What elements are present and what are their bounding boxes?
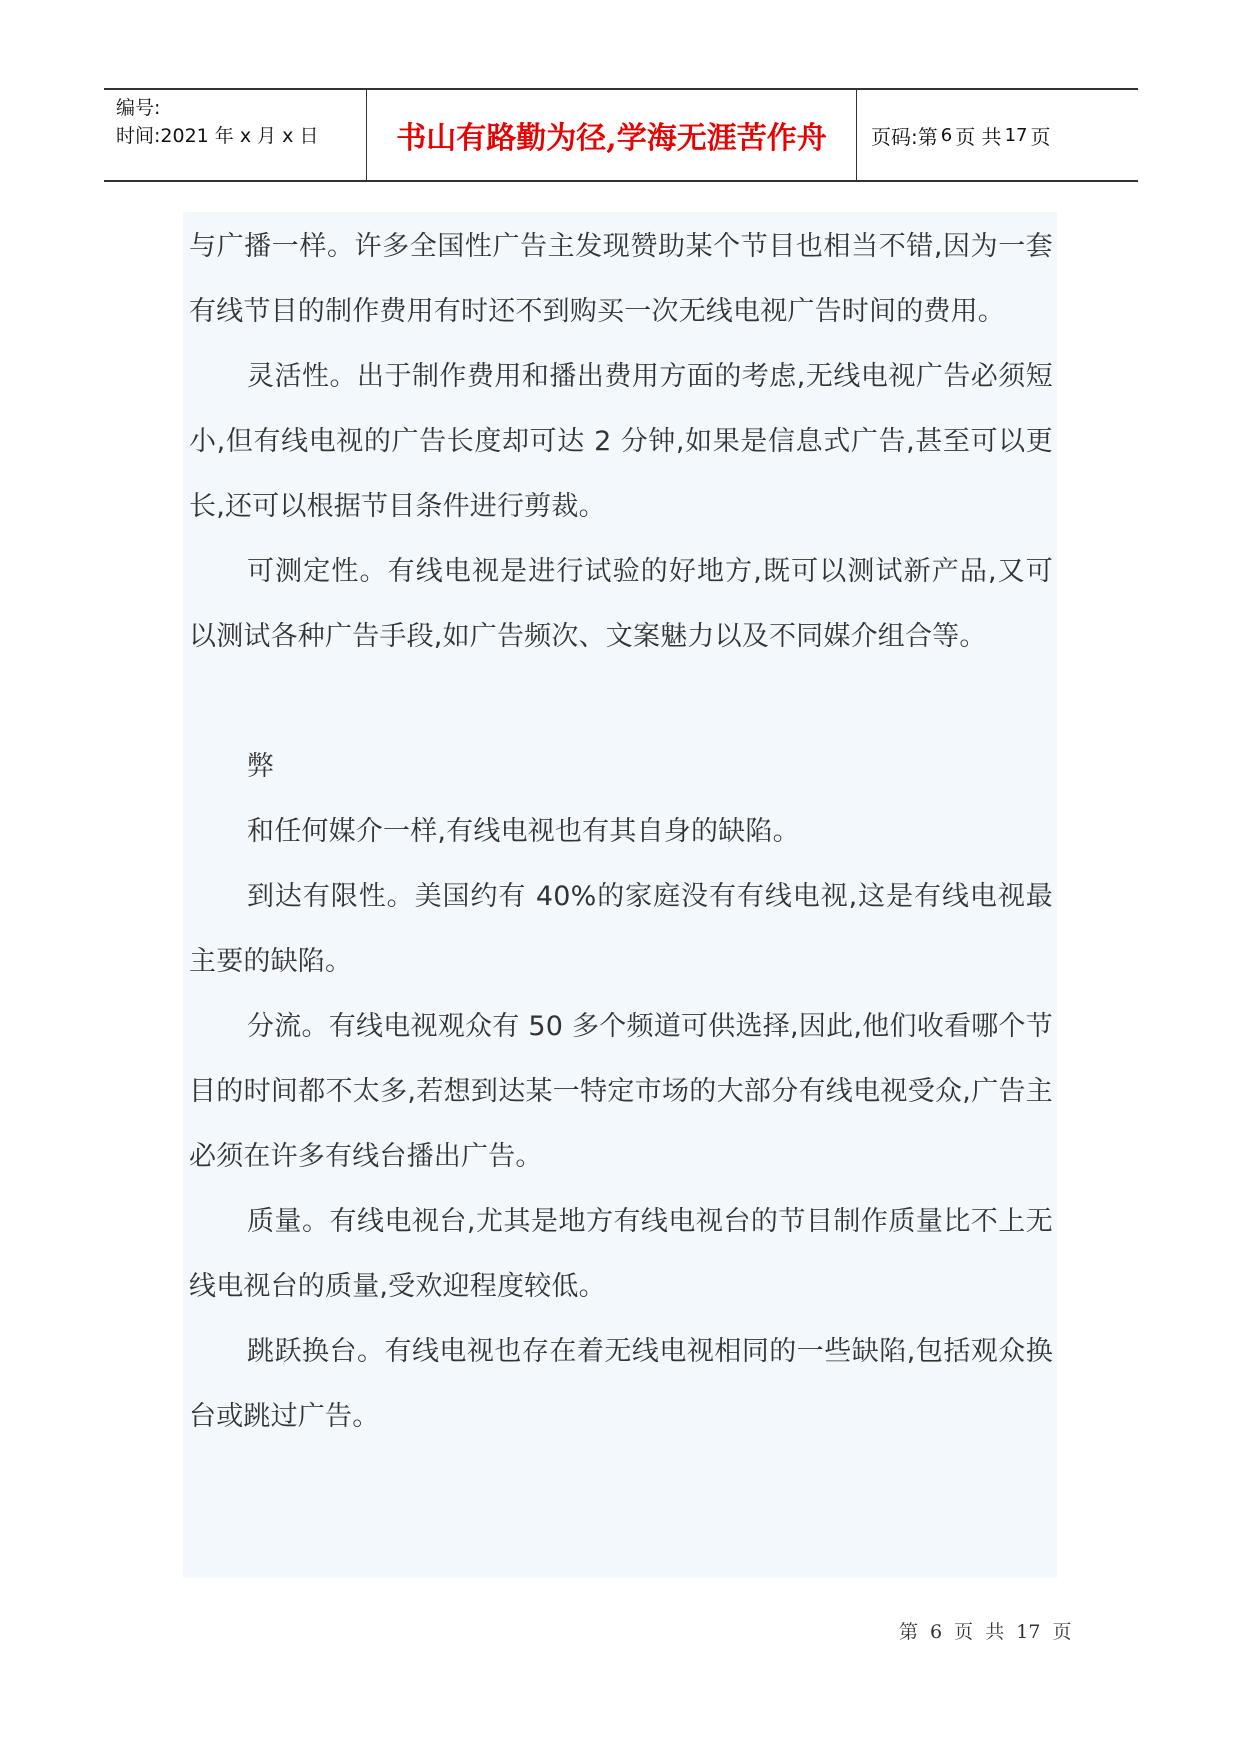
page-header xyxy=(104,88,1138,182)
paragraph: 质量。有线电视台,尤其是地方有线电视台的节目制作质量比不上无线电视台的质量,受欢迎程度较低。 xyxy=(189,1206,1053,1302)
page-mid: 页 共 xyxy=(955,124,1002,149)
page-prefix: 页码:第 xyxy=(871,124,938,149)
page-suffix: 页 xyxy=(1030,124,1051,149)
section-heading-disadvantage: 弊 xyxy=(247,751,275,782)
paragraph: 分流。有线电视观众有 50 多个频道可供选择,因此,他们收看哪个节目的时间都不太多,若想到达某一特定市场的大部分有线电视受众,广告主必须在许多有线台播出广告。 xyxy=(189,1011,1053,1172)
page-total: 17 xyxy=(1004,124,1028,146)
header-slogan: 书山有路勤为径,学海无涯苦作舟 xyxy=(367,90,857,180)
document-body xyxy=(183,212,1057,1578)
paragraph: 到达有限性。美国约有 40%的家庭没有有线电视,这是有线电视最主要的缺陷。 xyxy=(189,881,1053,977)
paragraph: 灵活性。出于制作费用和播出费用方面的考虑,无线电视广告必须短小,但有线电视的广告长度却可达 2 分钟,如果是信息式广告,甚至可以更长,还可以根据节目条件进行剪裁。 xyxy=(189,361,1053,522)
spacer xyxy=(183,669,1057,734)
page-current: 6 xyxy=(940,124,953,146)
paragraph: 与广播一样。许多全国性广告主发现赞助某个节目也相当不错,因为一套有线节目的制作费用有时还不到购买一次无线电视广告时间的费用。 xyxy=(189,231,1053,327)
page-footer: 第 6 页 共 17 页 xyxy=(899,1621,1072,1643)
paragraph: 可测定性。有线电视是进行试验的好地方,既可以测试新产品,又可以测试各种广告手段,如广告频次、文案魅力以及不同媒介组合等。 xyxy=(189,556,1053,652)
document-time: 时间:2021 年 x 月 x 日 xyxy=(116,125,319,147)
header-meta xyxy=(104,90,367,180)
paragraph: 跳跃换台。有线电视也存在着无线电视相同的一些缺陷,包括观众换台或跳过广告。 xyxy=(189,1336,1053,1432)
header-page-number xyxy=(857,90,1138,180)
document-number-label: 编号: xyxy=(116,97,161,119)
paragraph: 和任何媒介一样,有线电视也有其自身的缺陷。 xyxy=(247,816,800,847)
